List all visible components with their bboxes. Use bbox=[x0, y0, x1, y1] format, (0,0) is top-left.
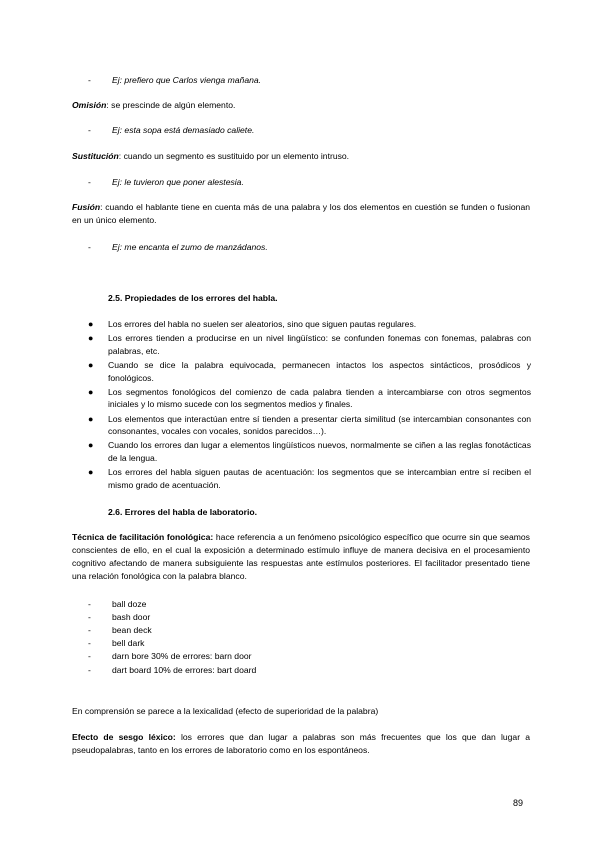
omision-text: : se prescinde de algún elemento. bbox=[106, 100, 236, 110]
omision-paragraph bbox=[72, 99, 532, 112]
section-heading-2-6: 2.6. Errores del habla de laboratorio. bbox=[108, 507, 258, 517]
fusion-term: Fusión bbox=[72, 202, 101, 212]
tecnica-term: Técnica de facilitación fonológica: bbox=[72, 532, 214, 542]
dash-marker: - bbox=[88, 625, 91, 635]
section-heading-2-5: 2.5. Propiedades de los errores del habla. bbox=[108, 293, 278, 303]
list-item bbox=[88, 466, 531, 491]
list-item bbox=[88, 332, 531, 357]
example-text: Ej: esta sopa está demasiado caliete. bbox=[112, 125, 255, 135]
word-pair-text: bell dark bbox=[112, 638, 145, 648]
omision-term: Omisión bbox=[72, 100, 107, 110]
tecnica-text: hace referencia a un fenómeno psicológico específico que ocurre sin que seamos conscientes de ello, en el cual la exposición a determinado estímulo influye de manera decisiva en el procesamiento cognitivo afectando de manera subsiguiente las respuestas ante estímulos posteriores. El facilitador presentado tiene una relación fonológica con la palabra blanco. bbox=[72, 532, 530, 581]
word-pair-text: ball doze bbox=[112, 599, 147, 609]
fusion-paragraph bbox=[72, 201, 530, 227]
list-item-text: Los elementos que interactúan entre sí tienden a presentar cierta similitud (se intercambian consonantes con consonantes, vocales con vocales, sonidos parecidos…). bbox=[108, 413, 531, 437]
list-item-text: Los errores del habla siguen pautas de acentuación: los segmentos que se intercambian entre sí reciben el mismo grado de acentuación. bbox=[108, 467, 531, 490]
word-pair-text: darn bore 30% de errores: barn door bbox=[112, 651, 252, 661]
tecnica-paragraph bbox=[72, 531, 530, 583]
dash-marker: - bbox=[88, 242, 91, 252]
bullet-marker: ● bbox=[88, 319, 94, 329]
list-item-text: Cuando se dice la palabra equivocada, permanecen intactos los aspectos sintácticos, prosódicos y fonológicos. bbox=[108, 359, 531, 383]
dash-marker: - bbox=[88, 651, 91, 661]
dash-marker: - bbox=[88, 75, 91, 85]
example-text: Ej: prefiero que Carlos vienga mañana. bbox=[112, 75, 262, 85]
comprension-paragraph: En comprensión se parece a la lexicalidad (efecto de superioridad de la palabra) bbox=[72, 706, 379, 716]
bullet-marker: ● bbox=[88, 359, 94, 370]
properties-list bbox=[88, 318, 531, 493]
list-item bbox=[88, 318, 531, 331]
word-pair-text: dart board 10% de errores: bart doard bbox=[112, 665, 257, 675]
list-item bbox=[88, 413, 531, 438]
sustitucion-paragraph bbox=[72, 150, 532, 163]
list-item-text: Cuando los errores dan lugar a elementos lingüísticos nuevos, normalmente se ciñen a las reglas fonotácticas de la lengua. bbox=[108, 440, 531, 463]
list-item-text: Los errores tienden a producirse en un nivel lingüístico: se confunden fonemas con fonemas, palabras con palabras, etc. bbox=[108, 333, 531, 356]
bullet-marker: ● bbox=[88, 413, 94, 424]
fusion-text: : cuando el hablante tiene en cuenta más de una palabra y los dos elementos en cuestión se funden o fusionan en un único elemento. bbox=[72, 202, 530, 225]
list-item-text: Los errores del habla no suelen ser aleatorios, sino que siguen pautas regulares. bbox=[108, 319, 417, 329]
sesgo-term: Efecto de sesgo léxico: bbox=[72, 732, 176, 742]
list-item bbox=[88, 386, 531, 411]
page-number: 89 bbox=[513, 798, 524, 808]
list-item bbox=[88, 359, 531, 384]
sesgo-text: los errores que dan lugar a palabras son más frecuentes que los que dan lugar a pseudopalabras, tanto en los errores de laboratorio como en los espontáneos. bbox=[72, 732, 530, 755]
dash-marker: - bbox=[88, 599, 91, 609]
dash-marker: - bbox=[88, 177, 91, 187]
list-item-text: Los segmentos fonológicos del comienzo de cada palabra tienden a intercambiarse con otros segmentos iniciales y lo mismo sucede con los segmentos medios y finales. bbox=[108, 386, 531, 410]
bullet-marker: ● bbox=[88, 386, 94, 397]
example-text: Ej: le tuvieron que poner alestesia. bbox=[112, 177, 244, 187]
example-text: Ej: me encanta el zumo de manzádanos. bbox=[112, 242, 268, 252]
dash-marker: - bbox=[88, 125, 91, 135]
list-item bbox=[88, 439, 531, 464]
sustitucion-term: Sustitución bbox=[72, 151, 119, 161]
sustitucion-text: : cuando un segmento es sustituido por un elemento intruso. bbox=[118, 151, 350, 161]
sesgo-paragraph bbox=[72, 731, 530, 757]
bullet-marker: ● bbox=[88, 440, 94, 451]
word-pair-text: bean deck bbox=[112, 625, 152, 635]
dash-marker: - bbox=[88, 612, 91, 622]
bullet-marker: ● bbox=[88, 333, 94, 344]
dash-marker: - bbox=[88, 665, 91, 675]
dash-marker: - bbox=[88, 638, 91, 648]
bullet-marker: ● bbox=[88, 467, 94, 478]
word-pair-text: bash door bbox=[112, 612, 151, 622]
